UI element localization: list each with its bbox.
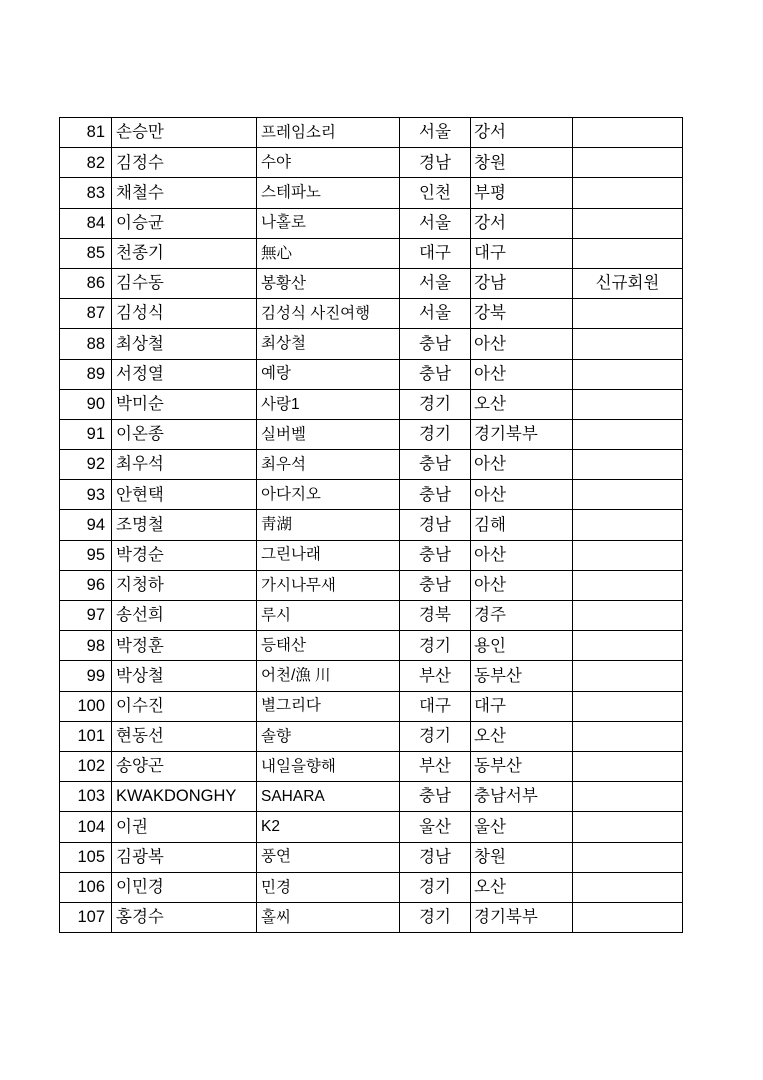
member-region: 서울 (400, 208, 471, 238)
table-row (60, 872, 683, 902)
table-row (60, 691, 683, 721)
member-name: 이수진 (112, 691, 257, 721)
member-nickname: K2 (257, 812, 400, 842)
table-row (60, 238, 683, 268)
member-branch: 경기북부 (471, 902, 573, 932)
member-branch: 아산 (471, 480, 573, 510)
member-note (573, 238, 683, 268)
member-nickname: 아다지오 (257, 480, 400, 510)
member-name: 채철수 (112, 178, 257, 208)
table-row (60, 359, 683, 389)
member-number: 101 (60, 721, 112, 751)
member-number: 88 (60, 329, 112, 359)
member-nickname: 솔향 (257, 721, 400, 751)
member-name: 조명철 (112, 510, 257, 540)
table-row (60, 661, 683, 691)
member-note (573, 148, 683, 178)
member-branch: 아산 (471, 329, 573, 359)
member-number: 86 (60, 268, 112, 298)
member-branch: 아산 (471, 570, 573, 600)
member-branch: 경주 (471, 601, 573, 631)
member-region: 충남 (400, 329, 471, 359)
member-branch: 오산 (471, 389, 573, 419)
member-branch: 김해 (471, 510, 573, 540)
member-number: 87 (60, 299, 112, 329)
member-number: 85 (60, 238, 112, 268)
member-nickname: 최우석 (257, 450, 400, 480)
member-name: 지청하 (112, 570, 257, 600)
member-number: 97 (60, 601, 112, 631)
member-branch: 강북 (471, 299, 573, 329)
member-name: 김광복 (112, 842, 257, 872)
member-region: 인천 (400, 178, 471, 208)
member-name: 송양곤 (112, 751, 257, 781)
member-note (573, 631, 683, 661)
table-row (60, 842, 683, 872)
member-nickname: 그린나래 (257, 540, 400, 570)
table-row (60, 118, 683, 148)
member-region: 충남 (400, 782, 471, 812)
member-nickname: 실버벨 (257, 419, 400, 449)
member-table (59, 117, 683, 933)
table-row (60, 721, 683, 751)
member-note: 신규회원 (573, 268, 683, 298)
member-number: 105 (60, 842, 112, 872)
member-region: 서울 (400, 299, 471, 329)
member-nickname: 스테파노 (257, 178, 400, 208)
member-name: 서정열 (112, 359, 257, 389)
member-nickname: 김성식 사진여행 (257, 299, 400, 329)
member-region: 경남 (400, 148, 471, 178)
table-row (60, 389, 683, 419)
member-nickname: SAHARA (257, 782, 400, 812)
member-branch: 강남 (471, 268, 573, 298)
member-note (573, 721, 683, 751)
member-branch: 울산 (471, 812, 573, 842)
member-nickname: 無心 (257, 238, 400, 268)
member-branch: 대구 (471, 238, 573, 268)
member-region: 서울 (400, 118, 471, 148)
member-number: 106 (60, 872, 112, 902)
table-row (60, 751, 683, 781)
member-note (573, 872, 683, 902)
member-note (573, 480, 683, 510)
table-row (60, 540, 683, 570)
table-row (60, 631, 683, 661)
member-nickname: 내일을향해 (257, 751, 400, 781)
member-branch: 아산 (471, 450, 573, 480)
member-region: 경남 (400, 510, 471, 540)
member-number: 98 (60, 631, 112, 661)
member-nickname: 수야 (257, 148, 400, 178)
member-note (573, 842, 683, 872)
table-row (60, 208, 683, 238)
member-region: 경기 (400, 631, 471, 661)
member-region: 경기 (400, 721, 471, 751)
member-name: 이민경 (112, 872, 257, 902)
member-nickname: 풍연 (257, 842, 400, 872)
member-number: 94 (60, 510, 112, 540)
member-number: 92 (60, 450, 112, 480)
table-row (60, 148, 683, 178)
member-region: 충남 (400, 359, 471, 389)
member-region: 울산 (400, 812, 471, 842)
member-branch: 부평 (471, 178, 573, 208)
member-number: 107 (60, 902, 112, 932)
member-name: 이권 (112, 812, 257, 842)
member-region: 경기 (400, 389, 471, 419)
member-number: 100 (60, 691, 112, 721)
member-branch: 아산 (471, 359, 573, 389)
member-note (573, 902, 683, 932)
member-region: 충남 (400, 480, 471, 510)
member-note (573, 450, 683, 480)
member-name: 박상철 (112, 661, 257, 691)
member-number: 90 (60, 389, 112, 419)
member-nickname: 靑湖 (257, 510, 400, 540)
member-number: 83 (60, 178, 112, 208)
member-name: 최우석 (112, 450, 257, 480)
member-region: 경북 (400, 601, 471, 631)
member-number: 99 (60, 661, 112, 691)
member-note (573, 178, 683, 208)
member-name: 송선희 (112, 601, 257, 631)
member-number: 84 (60, 208, 112, 238)
member-note (573, 812, 683, 842)
table-row (60, 480, 683, 510)
table-row (60, 178, 683, 208)
member-branch: 창원 (471, 148, 573, 178)
member-number: 102 (60, 751, 112, 781)
member-nickname: 가시나무새 (257, 570, 400, 600)
member-branch: 아산 (471, 540, 573, 570)
member-branch: 충남서부 (471, 782, 573, 812)
member-region: 충남 (400, 540, 471, 570)
table-row (60, 329, 683, 359)
member-nickname: 민경 (257, 872, 400, 902)
member-number: 91 (60, 419, 112, 449)
table-row (60, 268, 683, 298)
member-note (573, 782, 683, 812)
table-row (60, 601, 683, 631)
member-number: 81 (60, 118, 112, 148)
member-region: 대구 (400, 238, 471, 268)
member-region: 충남 (400, 570, 471, 600)
member-note (573, 299, 683, 329)
member-name: 손승만 (112, 118, 257, 148)
member-region: 부산 (400, 661, 471, 691)
table-row (60, 419, 683, 449)
member-nickname: 예랑 (257, 359, 400, 389)
member-region: 부산 (400, 751, 471, 781)
member-note (573, 570, 683, 600)
member-name: 홍경수 (112, 902, 257, 932)
member-name: 현동선 (112, 721, 257, 751)
table-row (60, 450, 683, 480)
member-nickname: 홀씨 (257, 902, 400, 932)
member-name: 이온종 (112, 419, 257, 449)
member-branch: 경기북부 (471, 419, 573, 449)
member-region: 서울 (400, 268, 471, 298)
member-number: 82 (60, 148, 112, 178)
member-note (573, 691, 683, 721)
member-note (573, 751, 683, 781)
member-nickname: 봉황산 (257, 268, 400, 298)
member-nickname: 사랑1 (257, 389, 400, 419)
member-region: 대구 (400, 691, 471, 721)
member-region: 경남 (400, 842, 471, 872)
member-number: 104 (60, 812, 112, 842)
member-branch: 창원 (471, 842, 573, 872)
table-row (60, 902, 683, 932)
member-branch: 동부산 (471, 751, 573, 781)
member-note (573, 329, 683, 359)
member-number: 89 (60, 359, 112, 389)
member-note (573, 419, 683, 449)
member-name: 최상철 (112, 329, 257, 359)
member-name: 안현택 (112, 480, 257, 510)
table-row (60, 510, 683, 540)
member-branch: 오산 (471, 721, 573, 751)
table-row (60, 782, 683, 812)
member-note (573, 661, 683, 691)
member-note (573, 118, 683, 148)
member-region: 경기 (400, 902, 471, 932)
member-number: 95 (60, 540, 112, 570)
member-note (573, 510, 683, 540)
member-nickname: 최상철 (257, 329, 400, 359)
member-nickname: 루시 (257, 601, 400, 631)
member-name: 김성식 (112, 299, 257, 329)
member-name: 천종기 (112, 238, 257, 268)
member-name: 박미순 (112, 389, 257, 419)
member-nickname: 프레임소리 (257, 118, 400, 148)
member-branch: 동부산 (471, 661, 573, 691)
member-branch: 강서 (471, 118, 573, 148)
member-nickname: 별그리다 (257, 691, 400, 721)
member-note (573, 601, 683, 631)
member-name: 박정훈 (112, 631, 257, 661)
member-branch: 강서 (471, 208, 573, 238)
member-table-body (60, 118, 683, 933)
member-note (573, 208, 683, 238)
member-note (573, 389, 683, 419)
member-name: 김정수 (112, 148, 257, 178)
member-name: 김수동 (112, 268, 257, 298)
member-nickname: 어천/漁 川 (257, 661, 400, 691)
member-region: 경기 (400, 419, 471, 449)
member-branch: 대구 (471, 691, 573, 721)
table-row (60, 570, 683, 600)
member-nickname: 나홀로 (257, 208, 400, 238)
member-name: 박경순 (112, 540, 257, 570)
member-number: 93 (60, 480, 112, 510)
member-note (573, 359, 683, 389)
member-region: 충남 (400, 450, 471, 480)
member-name: 이승균 (112, 208, 257, 238)
member-note (573, 540, 683, 570)
member-region: 경기 (400, 872, 471, 902)
member-name: KWAKDONGHY (112, 782, 257, 812)
member-number: 103 (60, 782, 112, 812)
table-row (60, 812, 683, 842)
member-branch: 용인 (471, 631, 573, 661)
member-number: 96 (60, 570, 112, 600)
table-row (60, 299, 683, 329)
member-branch: 오산 (471, 872, 573, 902)
member-nickname: 등태산 (257, 631, 400, 661)
